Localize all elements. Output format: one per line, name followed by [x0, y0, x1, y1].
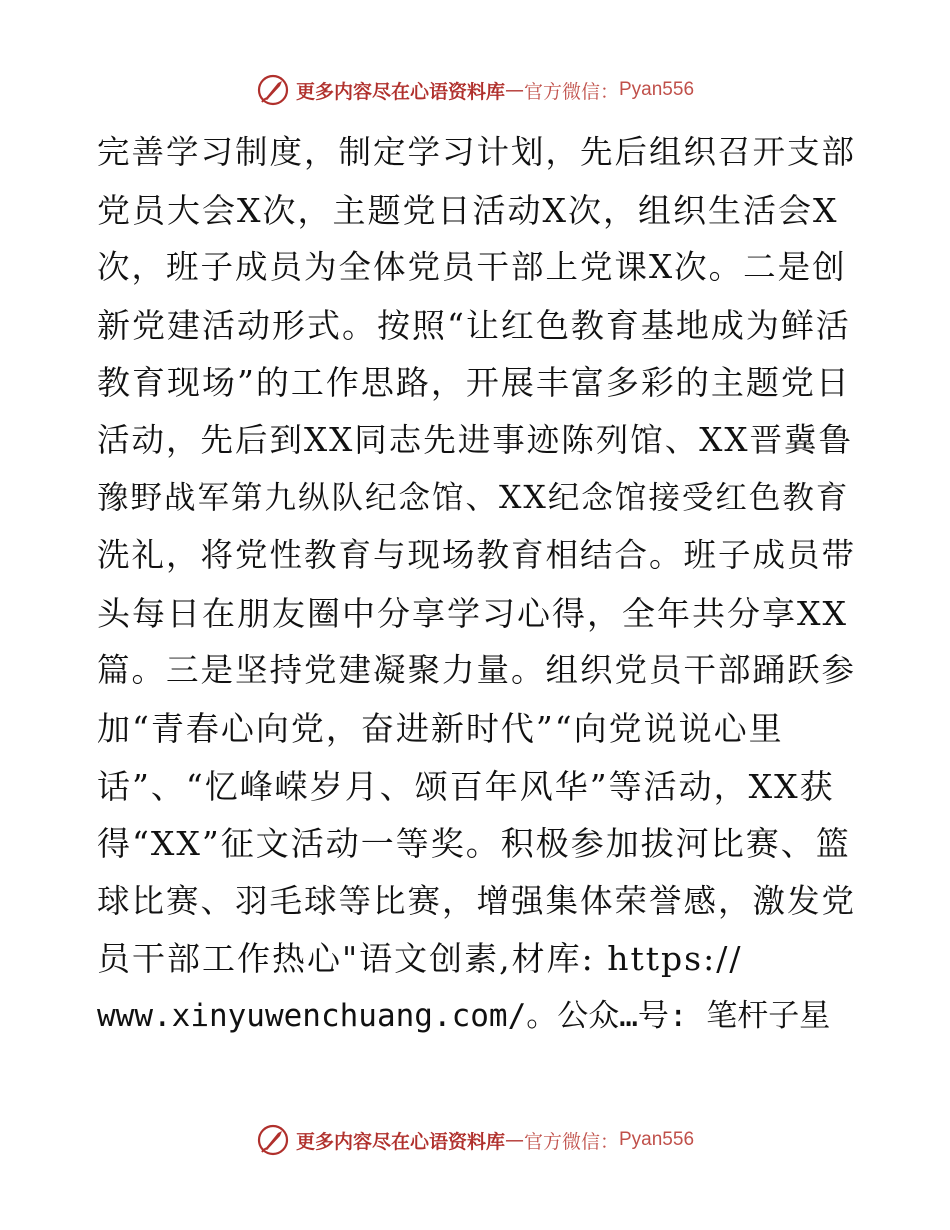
body-line: 新党建活动形式。按照“让红色教育基地成为鲜活 — [97, 305, 851, 345]
banner-separator: — — [504, 79, 524, 101]
banner-wechat-id: Pyan556 — [619, 1129, 695, 1150]
body-line-url: www.xinyuwenchuang.com/。公众…号: 笔杆子星 — [97, 997, 831, 1034]
banner-text: 更多内容尽在心语资料库 — [295, 1130, 505, 1153]
banner-wechat-label: 官方微信： — [523, 80, 619, 103]
body-line: 话”、“忆峰嵘岁月、颂百年风华”等活动，XX获 — [97, 766, 835, 806]
quill-pen-logo-icon — [256, 1123, 290, 1157]
body-line: 完善学习制度，制定学习计划，先后组织召开支部 — [97, 133, 857, 171]
body-line: 活动，先后到XX同志先进事迹陈列馆、XX晋冀鲁 — [97, 420, 854, 459]
body-line: 党员大会X次，主题党日活动X次，组织生活会X — [97, 190, 839, 230]
body-line: 豫野战军第九纵队纪念馆、XX纪念馆接受红色教育 — [97, 479, 850, 516]
banner-text: 更多内容尽在心语资料库 — [295, 80, 505, 103]
body-line: 教育现场”的工作思路，开展丰富多彩的主题党日 — [97, 363, 851, 403]
body-line: 员干部工作热心"语文创素,材库: https:// — [97, 939, 743, 979]
body-line: 次，班子成员为全体党员干部上党课X次。二是创 — [97, 248, 847, 287]
banner-wechat-id: Pyan556 — [619, 79, 695, 100]
body-line: 加“青春心向党，奋进新时代”“向党说说心里 — [97, 708, 784, 748]
body-line: 球比赛、羽毛球等比赛，增强集体荣誉感，激发党 — [97, 881, 857, 920]
body-line: 头每日在朋友圈中分享学习心得，全年共分享XX — [97, 593, 848, 633]
quill-pen-logo-icon — [256, 73, 290, 107]
body-line: 篇。三是坚持党建凝聚力量。组织党员干部踊跃参 — [97, 651, 857, 690]
footer-banner — [0, 1120, 950, 1160]
body-line: 得“XX”征文活动一等奖。积极参加拔河比赛、篮 — [97, 824, 851, 864]
body-line: 洗礼，将党性教育与现场教育相结合。班子成员带 — [97, 536, 857, 575]
header-banner — [0, 70, 950, 110]
banner-wechat-label: 官方微信： — [523, 1130, 619, 1153]
banner-separator: — — [504, 1129, 524, 1151]
document-body — [97, 124, 857, 1046]
